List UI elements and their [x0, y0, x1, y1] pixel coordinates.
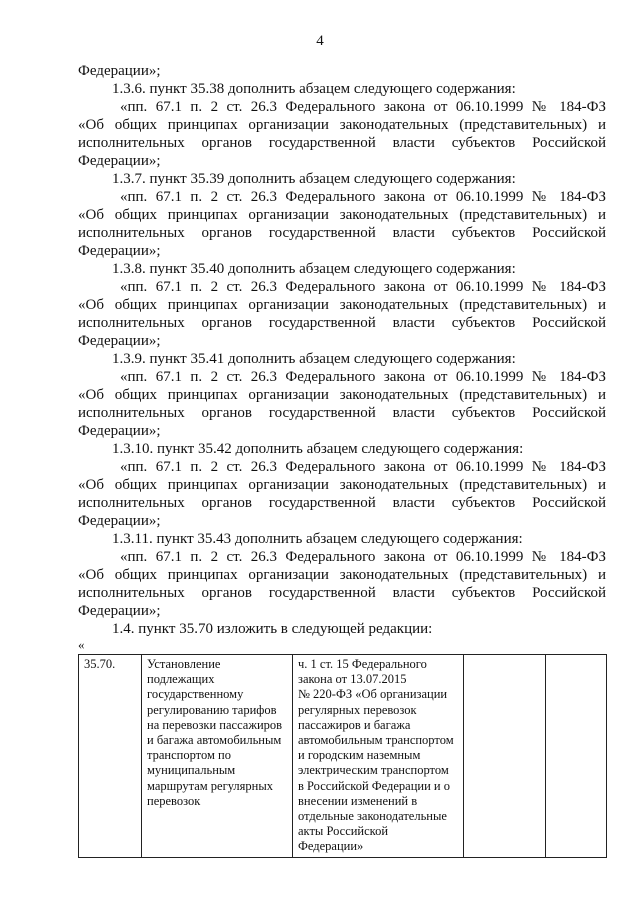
text-line: 1.3.11. пункт 35.43 дополнить абзацем следующего содержания:: [112, 531, 523, 547]
cell-text-line: внесении изменений в: [298, 793, 418, 808]
cell-text-line: транспортом по: [147, 748, 231, 763]
text-line: 1.3.9. пункт 35.41 дополнить абзацем следующего содержания:: [112, 351, 516, 367]
text-line: исполнительных органов государственной власти субъектов Российской: [78, 135, 606, 151]
cell-text-line: подлежащих: [147, 672, 215, 687]
text-line: исполнительных органов государственной власти субъектов Российской: [78, 585, 606, 601]
table-open-quote: «: [78, 637, 85, 652]
cell-text-line: электрическим транспортом: [298, 763, 449, 778]
cell-text-line: закона от 13.07.2015: [298, 672, 407, 687]
cell-text-line: муниципальным: [147, 763, 236, 778]
cell-text-line: регулярных перевозок: [298, 702, 417, 717]
text-line: 1.3.6. пункт 35.38 дополнить абзацем следующего содержания:: [112, 81, 516, 97]
cell-text-line: маршрутам регулярных: [147, 778, 273, 793]
page-number: 4: [316, 33, 324, 49]
table-row: [79, 655, 607, 858]
text-line: Федерации»;: [78, 243, 161, 259]
cell-text-line: пассажиров и багажа: [298, 717, 411, 732]
cell-text-line: и багажа автомобильным: [147, 733, 282, 748]
text-line: 1.3.10. пункт 35.42 дополнить абзацем следующего содержания:: [112, 441, 524, 457]
text-line: «Об общих принципах организации законодательных (представительных) и: [78, 297, 606, 313]
cell-text-line: отдельные законодательные: [298, 809, 447, 824]
cell-text-line: ч. 1 ст. 15 Федерального: [298, 657, 427, 671]
document-body: [78, 62, 606, 858]
column-4-cell: [464, 655, 546, 858]
text-line: 1.4. пункт 35.70 изложить в следующей редакции:: [112, 621, 433, 637]
paragraph-lines: [78, 62, 606, 638]
text-line: исполнительных органов государственной власти субъектов Российской: [78, 495, 606, 511]
legal-basis-cell: [293, 655, 464, 858]
text-line: «пп. 67.1 п. 2 ст. 26.3 Федерального закона от 06.10.1999 № 184-ФЗ: [120, 549, 606, 565]
cell-text-line: № 220-ФЗ «Об организации: [298, 687, 448, 702]
text-line: «Об общих принципах организации законодательных (представительных) и: [78, 567, 606, 583]
cell-text-line: автомобильным транспортом: [298, 733, 454, 748]
text-line: Федерации»;: [78, 153, 161, 169]
text-line: Федерации»;: [78, 513, 161, 529]
text-line: Федерации»;: [78, 423, 161, 439]
text-line: «Об общих принципах организации законодательных (представительных) и: [78, 207, 606, 223]
text-line: Федерации»;: [78, 603, 161, 619]
text-line: «Об общих принципах организации законодательных (представительных) и: [78, 477, 606, 493]
cell-text-line: государственному: [147, 687, 244, 702]
text-line: «Об общих принципах организации законодательных (представительных) и: [78, 117, 606, 133]
text-line: «пп. 67.1 п. 2 ст. 26.3 Федерального закона от 06.10.1999 № 184-ФЗ: [120, 459, 606, 475]
text-line: Федерации»;: [78, 333, 161, 349]
row-number: 35.70.: [84, 657, 116, 671]
text-line: исполнительных органов государственной власти субъектов Российской: [78, 315, 606, 331]
text-line: «пп. 67.1 п. 2 ст. 26.3 Федерального закона от 06.10.1999 № 184-ФЗ: [120, 279, 606, 295]
text-line: 1.3.7. пункт 35.39 дополнить абзацем следующего содержания:: [112, 171, 516, 187]
text-line: «пп. 67.1 п. 2 ст. 26.3 Федерального закона от 06.10.1999 № 184-ФЗ: [120, 189, 606, 205]
text-line: Федерации»;: [78, 63, 161, 79]
cell-text-line: регулированию тарифов: [147, 702, 277, 717]
description-cell: [142, 655, 293, 858]
cell-text-line: и городским наземным: [298, 748, 421, 763]
cell-text-line: перевозок: [147, 793, 201, 808]
cell-text-line: в Российской Федерации и о: [298, 778, 450, 793]
column-5-cell: [546, 655, 607, 858]
cell-text-line: акты Российской: [298, 824, 389, 839]
legal-basis-lines: [298, 657, 460, 855]
text-line: 1.3.8. пункт 35.40 дополнить абзацем следующего содержания:: [112, 261, 516, 277]
regulation-table: [78, 654, 607, 858]
cell-text-line: Федерации»: [298, 839, 364, 854]
cell-text-line: на перевозки пассажиров: [147, 717, 283, 732]
text-line: исполнительных органов государственной власти субъектов Российской: [78, 225, 606, 241]
text-line: «пп. 67.1 п. 2 ст. 26.3 Федерального закона от 06.10.1999 № 184-ФЗ: [120, 99, 606, 115]
row-number-cell: [79, 655, 142, 858]
cell-text-line: Установление: [147, 657, 221, 671]
text-line: «Об общих принципах организации законодательных (представительных) и: [78, 387, 606, 403]
description-lines: [147, 657, 289, 809]
text-line: исполнительных органов государственной власти субъектов Российской: [78, 405, 606, 421]
text-line: «пп. 67.1 п. 2 ст. 26.3 Федерального закона от 06.10.1999 № 184-ФЗ: [120, 369, 606, 385]
